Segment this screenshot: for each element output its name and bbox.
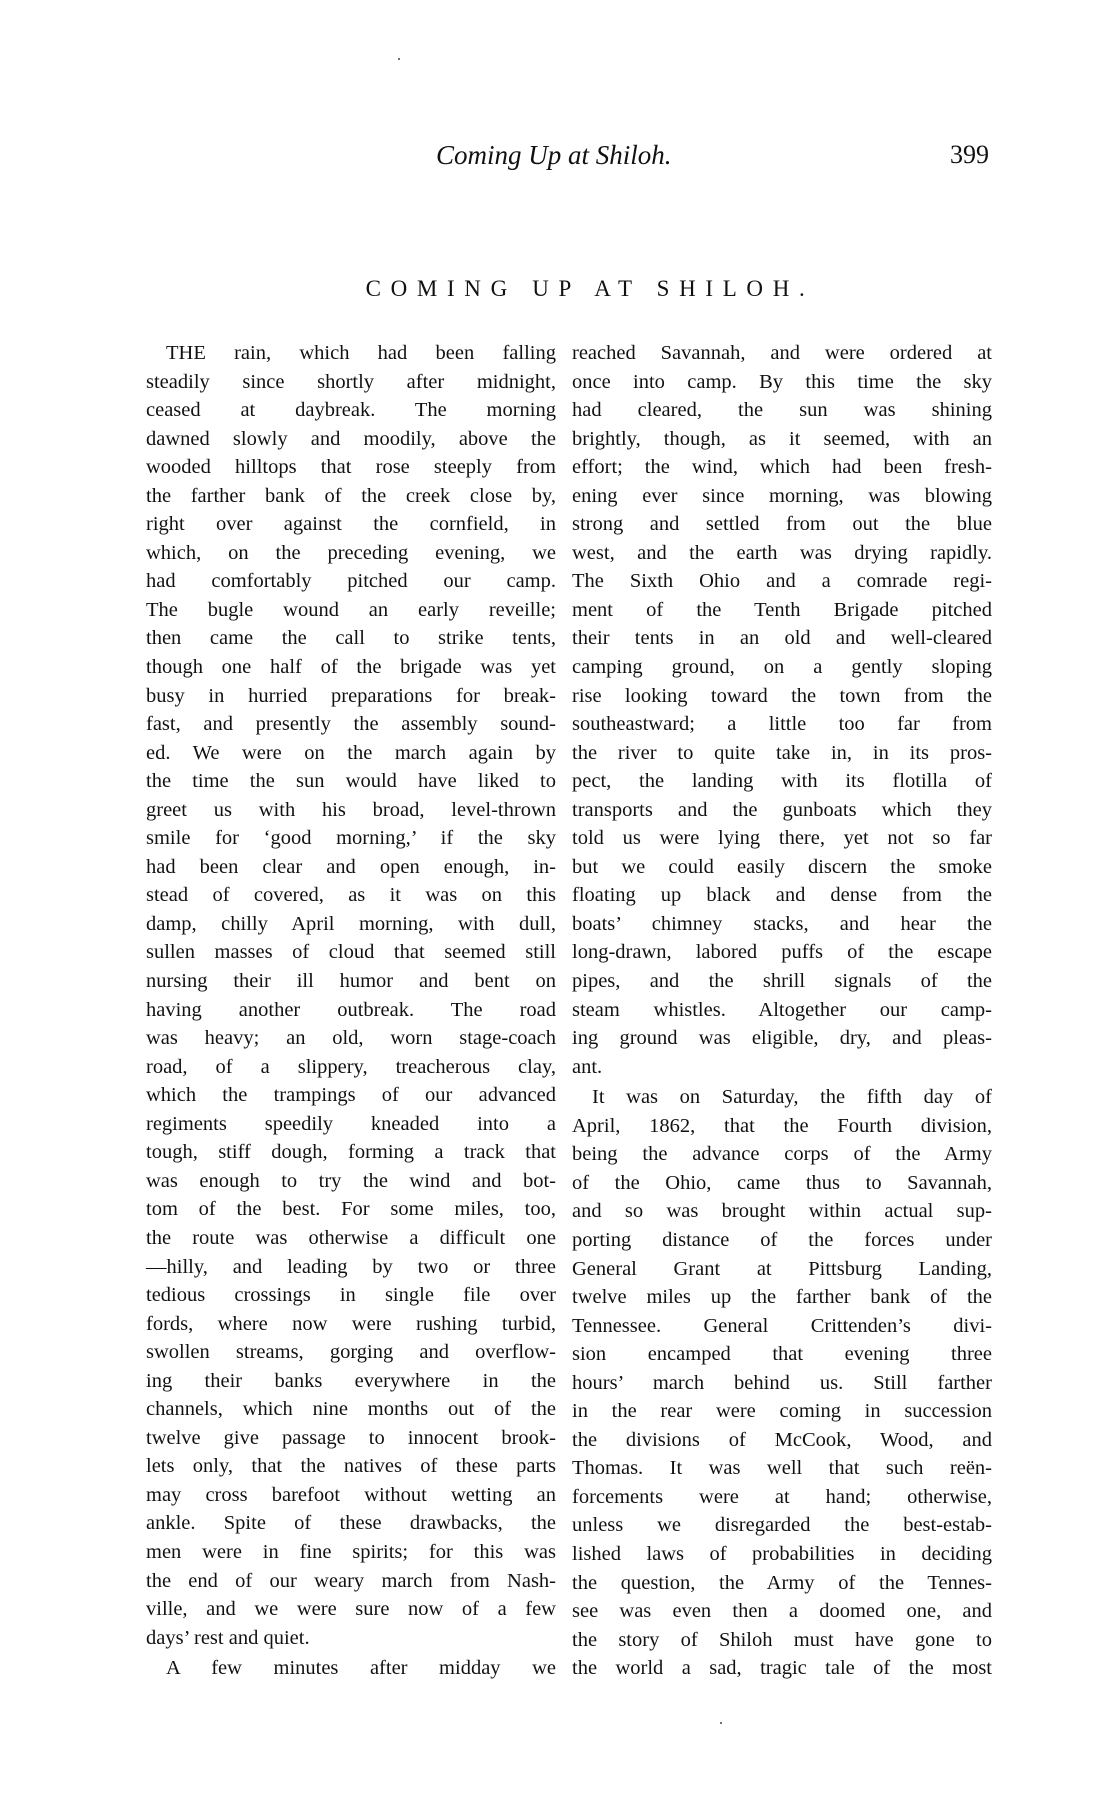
text-line: brightly, though, as it seemed, with an — [572, 427, 992, 450]
text-line: the time the sun would have liked to — [146, 770, 556, 793]
text-line: boats’ chimney stacks, and hear the — [572, 912, 992, 935]
text-line: steam whistles. Altogether our camp- — [572, 998, 992, 1021]
paragraph — [572, 1083, 992, 1682]
text-line: but we could easily discern the smoke — [572, 855, 992, 878]
text-line: twelve give passage to innocent brook- — [146, 1426, 556, 1449]
paragraph — [146, 339, 556, 1652]
text-line: Thomas. It was well that such reën- — [572, 1457, 992, 1480]
text-line: fords, where now were rushing turbid, — [146, 1312, 556, 1335]
text-line: men were in fine spirits; for this was — [146, 1540, 556, 1563]
text-line: tough, stiff dough, forming a track that — [146, 1141, 556, 1164]
text-line: ed. We were on the march again by — [146, 741, 556, 764]
text-line: forcements were at hand; otherwise, — [572, 1485, 992, 1508]
text-line: ment of the Tenth Brigade pitched — [572, 598, 992, 621]
text-line: hours’ march behind us. Still farther — [572, 1371, 992, 1394]
text-line: transports and the gunboats which they — [572, 798, 992, 821]
text-line: ening ever since morning, was blowing — [572, 484, 992, 507]
text-line: twelve miles up the farther bank of the — [572, 1286, 992, 1309]
text-line: ceased at daybreak. The morning — [146, 399, 556, 422]
text-line: had comfortably pitched our camp. — [146, 570, 556, 593]
text-line: camping ground, on a gently sloping — [572, 656, 992, 679]
text-line: the world a sad, tragic tale of the most — [572, 1657, 992, 1680]
text-line: right over against the cornfield, in — [146, 513, 556, 536]
text-line: told us were lying there, yet not so far — [572, 827, 992, 850]
text-line: swollen streams, gorging and overflow- — [146, 1341, 556, 1364]
text-line: and so was brought within actual sup- — [572, 1200, 992, 1223]
text-line: reached Savannah, and were ordered at — [572, 342, 992, 364]
text-line: their tents in an old and well-cleared — [572, 627, 992, 650]
running-title: Coming Up at Shiloh. — [436, 140, 672, 170]
text-line: Tennessee. General Crittenden’s divi- — [572, 1314, 992, 1337]
text-line: see was even then a doomed one, and — [572, 1600, 992, 1623]
text-line: floating up black and dense from the — [572, 884, 992, 907]
scan-speck — [398, 58, 400, 60]
text-line: —hilly, and leading by two or three — [146, 1255, 556, 1278]
text-line: wooded hilltops that rose steeply from — [146, 456, 556, 479]
text-line: days’ rest and quiet. — [146, 1626, 310, 1649]
page-number: 399 — [950, 140, 989, 169]
text-line: THE rain, which had been falling — [166, 342, 556, 364]
text-line: road, of a slippery, treacherous clay, — [146, 1055, 556, 1078]
text-line: ing ground was eligible, dry, and pleas- — [572, 1027, 992, 1050]
text-line: fast, and presently the assembly sound- — [146, 713, 556, 736]
text-line: had been clear and open enough, in- — [146, 855, 556, 878]
text-line: west, and the earth was drying rapidly. — [572, 541, 992, 564]
text-line: once into camp. By this time the sky — [572, 370, 992, 393]
text-line: regiments speedily kneaded into a — [146, 1112, 556, 1135]
text-line: nursing their ill humor and bent on — [146, 970, 556, 993]
running-head — [0, 140, 1120, 174]
text-line: southeastward; a little too far from — [572, 713, 992, 736]
text-line: rise looking toward the town from the — [572, 684, 992, 707]
text-line: in the rear were coming in succession — [572, 1400, 992, 1423]
text-line: busy in hurried preparations for break- — [146, 684, 556, 707]
text-line: being the advance corps of the Army — [572, 1143, 992, 1166]
text-line: A few minutes after midday we — [166, 1657, 556, 1680]
text-line: ville, and we were sure now of a few — [146, 1598, 556, 1621]
text-line: ant. — [572, 1055, 603, 1078]
text-line: tedious crossings in single file over — [146, 1284, 556, 1307]
article-title: COMING UP AT SHILOH. — [365, 276, 815, 301]
text-line: had cleared, the sun was shining — [572, 399, 992, 422]
text-line: pect, the landing with its flotilla of — [572, 770, 992, 793]
scan-speck — [720, 1722, 722, 1724]
text-line: greet us with his broad, level-thrown — [146, 798, 556, 821]
text-line: damp, chilly April morning, with dull, — [146, 912, 556, 935]
text-line: effort; the wind, which had been fresh- — [572, 456, 992, 479]
text-line: strong and settled from out the blue — [572, 513, 992, 536]
text-line: dawned slowly and moodily, above the — [146, 427, 556, 450]
text-line: It was on Saturday, the fifth day of — [592, 1086, 992, 1109]
text-line: of the Ohio, came thus to Savannah, — [572, 1171, 992, 1194]
text-line: ing their banks everywhere in the — [146, 1369, 556, 1392]
text-line: the route was otherwise a difficult one — [146, 1226, 556, 1249]
text-line: pipes, and the shrill signals of the — [572, 970, 992, 993]
text-line: April, 1862, that the Fourth division, — [572, 1114, 992, 1137]
text-line: the story of Shiloh must have gone to — [572, 1628, 992, 1651]
text-line: the farther bank of the creek close by, — [146, 484, 556, 507]
text-line: long-drawn, labored puffs of the escape — [572, 941, 992, 964]
text-line: though one half of the brigade was yet — [146, 656, 556, 679]
text-line: ankle. Spite of these drawbacks, the — [146, 1512, 556, 1535]
text-line: unless we disregarded the best-estab- — [572, 1514, 992, 1537]
text-line: sullen masses of cloud that seemed still — [146, 941, 556, 964]
paragraph — [572, 339, 992, 1081]
text-line: channels, which nine months out of the — [146, 1398, 556, 1421]
text-line: having another outbreak. The road — [146, 998, 556, 1021]
text-line: which the trampings of our advanced — [146, 1084, 556, 1107]
paragraph — [146, 1654, 556, 1683]
text-line: the question, the Army of the Tennes- — [572, 1571, 992, 1594]
text-column-left — [146, 339, 556, 1683]
text-line: stead of covered, as it was on this — [146, 884, 556, 907]
text-line: which, on the preceding evening, we — [146, 541, 556, 564]
text-line: lished laws of probabilities in deciding — [572, 1542, 992, 1565]
text-line: the river to quite take in, in its pros- — [572, 741, 992, 764]
text-line: sion encamped that evening three — [572, 1343, 992, 1366]
text-line: The bugle wound an early reveille; — [146, 598, 556, 621]
text-line: was heavy; an old, worn stage-coach — [146, 1027, 556, 1050]
text-line: lets only, that the natives of these parts — [146, 1455, 556, 1478]
text-column-right — [572, 339, 992, 1683]
text-line: porting distance of the forces under — [572, 1228, 992, 1251]
text-line: steadily since shortly after midnight, — [146, 370, 556, 393]
text-line: the end of our weary march from Nash- — [146, 1569, 556, 1592]
text-line: may cross barefoot without wetting an — [146, 1483, 556, 1506]
text-line: then came the call to strike tents, — [146, 627, 556, 650]
text-line: General Grant at Pittsburg Landing, — [572, 1257, 992, 1280]
text-line: was enough to try the wind and bot- — [146, 1169, 556, 1192]
text-line: smile for ‘good morning,’ if the sky — [146, 827, 556, 850]
text-line: tom of the best. For some miles, too, — [146, 1198, 556, 1221]
text-line: The Sixth Ohio and a comrade regi- — [572, 570, 992, 593]
text-line: the divisions of McCook, Wood, and — [572, 1428, 992, 1451]
